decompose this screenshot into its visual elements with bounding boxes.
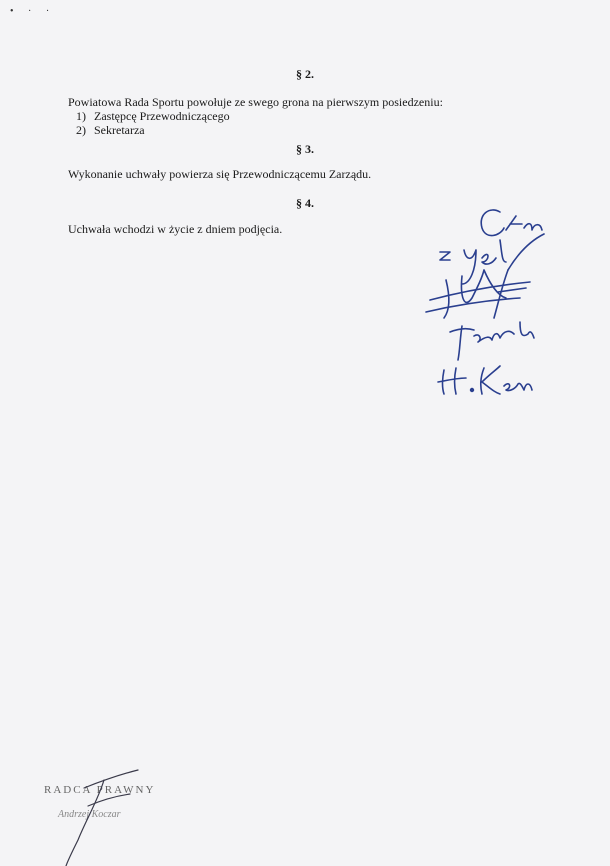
section-heading-4: § 4. [296,196,314,210]
paragraph-section-3: Wykonanie uchwały powierza się Przewodniczącemu Zarządu. [68,167,372,181]
legal-adviser-stamp [44,776,184,856]
handwritten-signatures [420,200,570,400]
list-item [68,109,230,123]
list-item-number: 1) [76,109,86,123]
section-heading-3: § 3. [296,142,314,156]
paragraph-section-4: Uchwała wchodzi w życie z dniem podjęcia. [68,222,283,236]
paragraph-section-2: Powiatowa Rada Sportu powołuje ze swego grona na pierwszym posiedzeniu: [68,95,443,109]
stamp-title: RADCA PRAWNY [44,784,156,796]
stamp-name: Andrzej Koczar [58,809,121,820]
stamp-signature-icon [44,756,174,866]
list-item-number: 2) [76,123,86,137]
scan-marks: • · · [10,6,56,17]
list-item-text: Zastępcę Przewodniczącego [94,109,230,123]
appointment-list [68,109,230,137]
list-item [68,123,230,137]
list-item-text: Sekretarza [94,123,145,137]
section-heading-2: § 2. [296,67,314,81]
